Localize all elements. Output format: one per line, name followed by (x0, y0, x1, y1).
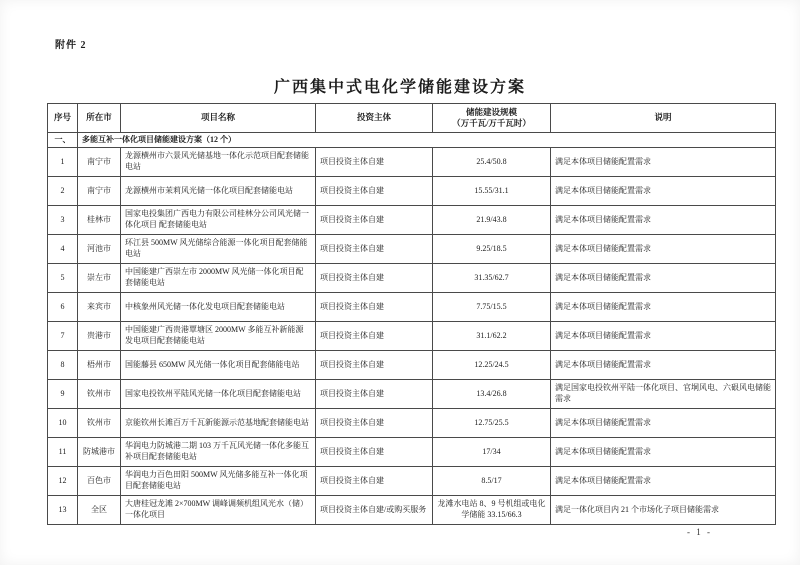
cell-city: 来宾市 (78, 293, 121, 322)
cell-no: 13 (48, 496, 78, 525)
table-row (48, 264, 776, 293)
cell-project: 华润电力百色田阳 500MW 风光储多能互补一体化项目配套储能电站 (121, 467, 316, 496)
header-city: 所在市 (78, 104, 121, 133)
header-note: 说明 (551, 104, 776, 133)
table-row (48, 206, 776, 235)
cell-scale: 8.5/17 (433, 467, 551, 496)
cell-note: 满足本体项目储能配置需求 (551, 264, 776, 293)
table-row (48, 438, 776, 467)
cell-project: 环江县 500MW 风光储综合能源一体化项目配套储能电站 (121, 235, 316, 264)
cell-investor: 项目投资主体自建 (316, 467, 433, 496)
cell-no: 11 (48, 438, 78, 467)
header-scale-line1: 储能建设规模 (465, 106, 517, 117)
cell-note: 满足本体项目储能配置需求 (551, 206, 776, 235)
cell-scale: 25.4/50.8 (433, 148, 551, 177)
cell-scale: 31.35/62.7 (433, 264, 551, 293)
table-row (48, 409, 776, 438)
cell-city: 南宁市 (78, 148, 121, 177)
table-header (48, 104, 776, 133)
header-investor: 投资主体 (316, 104, 433, 133)
cell-investor: 项目投资主体自建 (316, 235, 433, 264)
cell-investor: 项目投资主体自建 (316, 351, 433, 380)
cell-no: 8 (48, 351, 78, 380)
cell-note: 满足本体项目储能配置需求 (551, 409, 776, 438)
table-row (48, 351, 776, 380)
cell-no: 10 (48, 409, 78, 438)
header-no: 序号 (48, 104, 78, 133)
cell-city: 梧州市 (78, 351, 121, 380)
header-project: 项目名称 (121, 104, 316, 133)
cell-scale: 31.1/62.2 (433, 322, 551, 351)
table-row (48, 148, 776, 177)
cell-note: 满足本体项目储能配置需求 (551, 322, 776, 351)
storage-plan-table (47, 103, 776, 525)
section-row (48, 133, 776, 148)
cell-project: 国家电投集团广西电力有限公司桂林分公司风光储一体化项目 配套储能电站 (121, 206, 316, 235)
cell-no: 4 (48, 235, 78, 264)
table-body (48, 133, 776, 525)
cell-project: 大唐桂冠龙滩 2×700MW 调峰调频机组风光水（储）一体化项目 (121, 496, 316, 525)
cell-investor: 项目投资主体自建 (316, 380, 433, 409)
section-title: 多能互补一体化项目储能建设方案（12 个） (78, 133, 776, 148)
table-row (48, 293, 776, 322)
cell-investor: 项目投资主体自建 (316, 293, 433, 322)
table-row (48, 322, 776, 351)
cell-city: 南宁市 (78, 177, 121, 206)
cell-city: 河池市 (78, 235, 121, 264)
cell-project: 中核象州风光储一体化发电项目配套储能电站 (121, 293, 316, 322)
table-row (48, 177, 776, 206)
cell-investor: 项目投资主体自建 (316, 177, 433, 206)
cell-no: 1 (48, 148, 78, 177)
cell-note: 满足本体项目储能配置需求 (551, 177, 776, 206)
table-row (48, 496, 776, 525)
page-number: - 1 - (687, 527, 712, 537)
cell-project: 国家电投钦州平陆风光储一体化项目配套储能电站 (121, 380, 316, 409)
cell-scale: 17/34 (433, 438, 551, 467)
cell-note: 满足本体项目储能配置需求 (551, 235, 776, 264)
table-row (48, 235, 776, 264)
cell-no: 5 (48, 264, 78, 293)
page-title: 广西集中式电化学储能建设方案 (273, 79, 526, 96)
cell-scale: 12.25/24.5 (433, 351, 551, 380)
cell-note: 满足国家电投钦州平陆一体化项目、官垌风电、六硍风电储能需求 (551, 380, 776, 409)
cell-city: 钦州市 (78, 380, 121, 409)
cell-note: 满足本体项目储能配置需求 (551, 467, 776, 496)
cell-project: 中国能建广西崇左市 2000MW 风光储一体化项目配套储能电站 (121, 264, 316, 293)
cell-project: 中国能建广西贵港覃塘区 2000MW 多能互补新能源发电项目配套储能电站 (121, 322, 316, 351)
cell-no: 2 (48, 177, 78, 206)
cell-project: 华润电力防城港二期 103 万千瓦风光储一体化多能互补项目配套储能电站 (121, 438, 316, 467)
cell-investor: 项目投资主体自建 (316, 438, 433, 467)
cell-investor: 项目投资主体自建/或购买服务 (316, 496, 433, 525)
cell-city: 防城港市 (78, 438, 121, 467)
cell-project: 龙源横州市茉莉风光储一体化项目配套储能电站 (121, 177, 316, 206)
cell-project: 国能藤县 650MW 风光储一体化项目配套储能电站 (121, 351, 316, 380)
cell-investor: 项目投资主体自建 (316, 148, 433, 177)
cell-note: 满足本体项目储能配置需求 (551, 351, 776, 380)
cell-investor: 项目投资主体自建 (316, 264, 433, 293)
cell-investor: 项目投资主体自建 (316, 206, 433, 235)
cell-city: 百色市 (78, 467, 121, 496)
header-scale-line2: （万千瓦/万千瓦时） (452, 118, 531, 128)
cell-note: 满足本体项目储能配置需求 (551, 293, 776, 322)
attachment-label: 附件 2 (55, 40, 87, 51)
cell-scale: 7.75/15.5 (433, 293, 551, 322)
cell-city: 钦州市 (78, 409, 121, 438)
table-row (48, 380, 776, 409)
cell-investor: 项目投资主体自建 (316, 409, 433, 438)
cell-project: 龙源横州市六景风光储基地一体化示范项目配套储能电站 (121, 148, 316, 177)
cell-no: 12 (48, 467, 78, 496)
cell-scale: 13.4/26.8 (433, 380, 551, 409)
cell-no: 7 (48, 322, 78, 351)
table-row (48, 467, 776, 496)
cell-scale: 15.55/31.1 (433, 177, 551, 206)
cell-scale: 21.9/43.8 (433, 206, 551, 235)
cell-scale: 12.75/25.5 (433, 409, 551, 438)
cell-city: 桂林市 (78, 206, 121, 235)
cell-note: 满足本体项目储能配置需求 (551, 148, 776, 177)
cell-no: 6 (48, 293, 78, 322)
cell-scale: 龙滩水电站 8、9 号机组或电化学储能 33.15/66.3 (433, 496, 551, 525)
cell-city: 崇左市 (78, 264, 121, 293)
cell-investor: 项目投资主体自建 (316, 322, 433, 351)
cell-city: 贵港市 (78, 322, 121, 351)
cell-project: 京能钦州长滩百万千瓦新能源示范基地配套储能电站 (121, 409, 316, 438)
cell-no: 9 (48, 380, 78, 409)
cell-note: 满足一体化项目内 21 个市场化子项目储能需求 (551, 496, 776, 525)
cell-note: 满足本体项目储能配置需求 (551, 438, 776, 467)
cell-no: 3 (48, 206, 78, 235)
section-no: 一、 (48, 133, 78, 148)
cell-scale: 9.25/18.5 (433, 235, 551, 264)
header-scale (433, 104, 551, 133)
cell-city: 全区 (78, 496, 121, 525)
